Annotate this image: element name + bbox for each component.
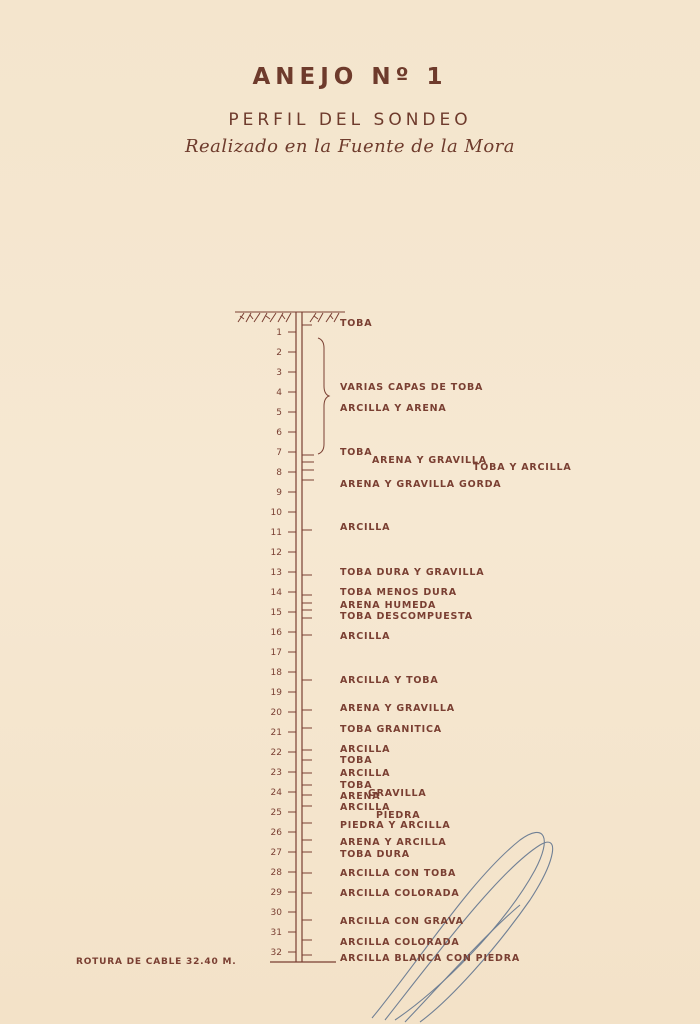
depth-label: 15 — [270, 608, 282, 618]
depth-label: 24 — [270, 788, 282, 798]
document-subtitle: PERFIL DEL SONDEO — [228, 110, 472, 130]
depth-label: 7 — [276, 448, 282, 458]
layer-label: PIEDRA — [376, 810, 421, 821]
depth-label: 19 — [270, 688, 282, 698]
depth-label: 10 — [270, 508, 282, 518]
depth-label: 28 — [270, 868, 282, 878]
layer-label: ARENA Y GRAVILLA — [372, 455, 487, 466]
depth-label: 9 — [276, 488, 282, 498]
depth-label: 5 — [276, 408, 282, 418]
depth-label: 2 — [276, 348, 282, 358]
layer-label: ARCILLA Y ARENA — [340, 403, 447, 414]
layer-label: TOBA — [340, 780, 373, 791]
ground-surface-icon — [235, 312, 345, 322]
layer-label: ARCILLA COLORADA — [340, 888, 460, 899]
layer-label: PIEDRA Y ARCILLA — [340, 820, 451, 831]
layer-label: TOBA — [340, 755, 373, 766]
depth-label: 16 — [270, 628, 282, 638]
depth-label: 11 — [270, 528, 282, 538]
document-location: Realizado en la Fuente de la Mora — [184, 136, 516, 157]
layer-label: ARCILLA — [340, 522, 391, 533]
layer-label: ARENA Y GRAVILLA — [340, 703, 455, 714]
depth-label: 1 — [276, 328, 282, 338]
depth-label: 17 — [270, 648, 282, 658]
layer-label: TOBA DURA Y GRAVILLA — [340, 567, 485, 578]
depth-label: 26 — [270, 828, 282, 838]
layer-label: ARCILLA — [340, 802, 391, 813]
depth-label: 23 — [270, 768, 282, 778]
depth-label: 14 — [270, 588, 282, 598]
depth-label: 3 — [276, 368, 282, 378]
depth-label: 4 — [276, 388, 282, 398]
depth-label: 13 — [270, 568, 282, 578]
cable-break-note: ROTURA DE CABLE 32.40 M. — [76, 957, 237, 967]
layer-label: TOBA Y ARCILLA — [473, 462, 572, 473]
depth-label: 20 — [270, 708, 282, 718]
layer-label: ARENA Y ARCILLA — [340, 837, 447, 848]
depth-label: 32 — [270, 948, 282, 958]
layer-label: ARCILLA COLORADA — [340, 937, 460, 948]
layer-label: ARCILLA Y TOBA — [340, 675, 439, 686]
layer-label: TOBA GRANITICA — [340, 724, 442, 735]
depth-label: 27 — [270, 848, 282, 858]
layer-label: ARENA HUMEDA — [340, 600, 437, 611]
layer-label: ARCILLA CON GRAVA — [340, 916, 464, 927]
layer-boundary-ticks — [302, 325, 314, 955]
layer-label: TOBA — [340, 318, 373, 329]
layer-label: TOBA MENOS DURA — [340, 587, 457, 598]
layers-bracket — [318, 338, 329, 454]
depth-label: 12 — [270, 548, 282, 558]
layer-label: VARIAS CAPAS DE TOBA — [340, 382, 484, 393]
signature-icon — [372, 832, 553, 1022]
depth-label: 29 — [270, 888, 282, 898]
layer-label: TOBA DESCOMPUESTA — [340, 611, 473, 622]
depth-label: 25 — [270, 808, 282, 818]
document-title: ANEJO Nº 1 — [252, 64, 448, 90]
depth-label: 22 — [270, 748, 282, 758]
depth-label: 6 — [276, 428, 282, 438]
depth-ticks — [288, 332, 296, 952]
depth-label: 18 — [270, 668, 282, 678]
depth-label: 21 — [270, 728, 282, 738]
layer-label: ARCILLA — [340, 631, 391, 642]
layer-label: ARCILLA CON TOBA — [340, 868, 457, 879]
layer-label: GRAVILLA — [368, 788, 427, 799]
layer-label: ARCILLA BLANCA CON PIEDRA — [340, 953, 521, 964]
depth-label: 30 — [270, 908, 282, 918]
depth-scale — [271, 328, 283, 958]
layer-label: ARCILLA — [340, 744, 391, 755]
layer-label: ARENA — [340, 791, 381, 802]
layer-label: TOBA — [340, 447, 373, 458]
layer-label: ARENA Y GRAVILLA GORDA — [340, 479, 502, 490]
depth-label: 8 — [276, 468, 282, 478]
layer-label: TOBA DURA — [340, 849, 410, 860]
depth-label: 31 — [270, 928, 282, 938]
layer-label: ARCILLA — [340, 768, 391, 779]
